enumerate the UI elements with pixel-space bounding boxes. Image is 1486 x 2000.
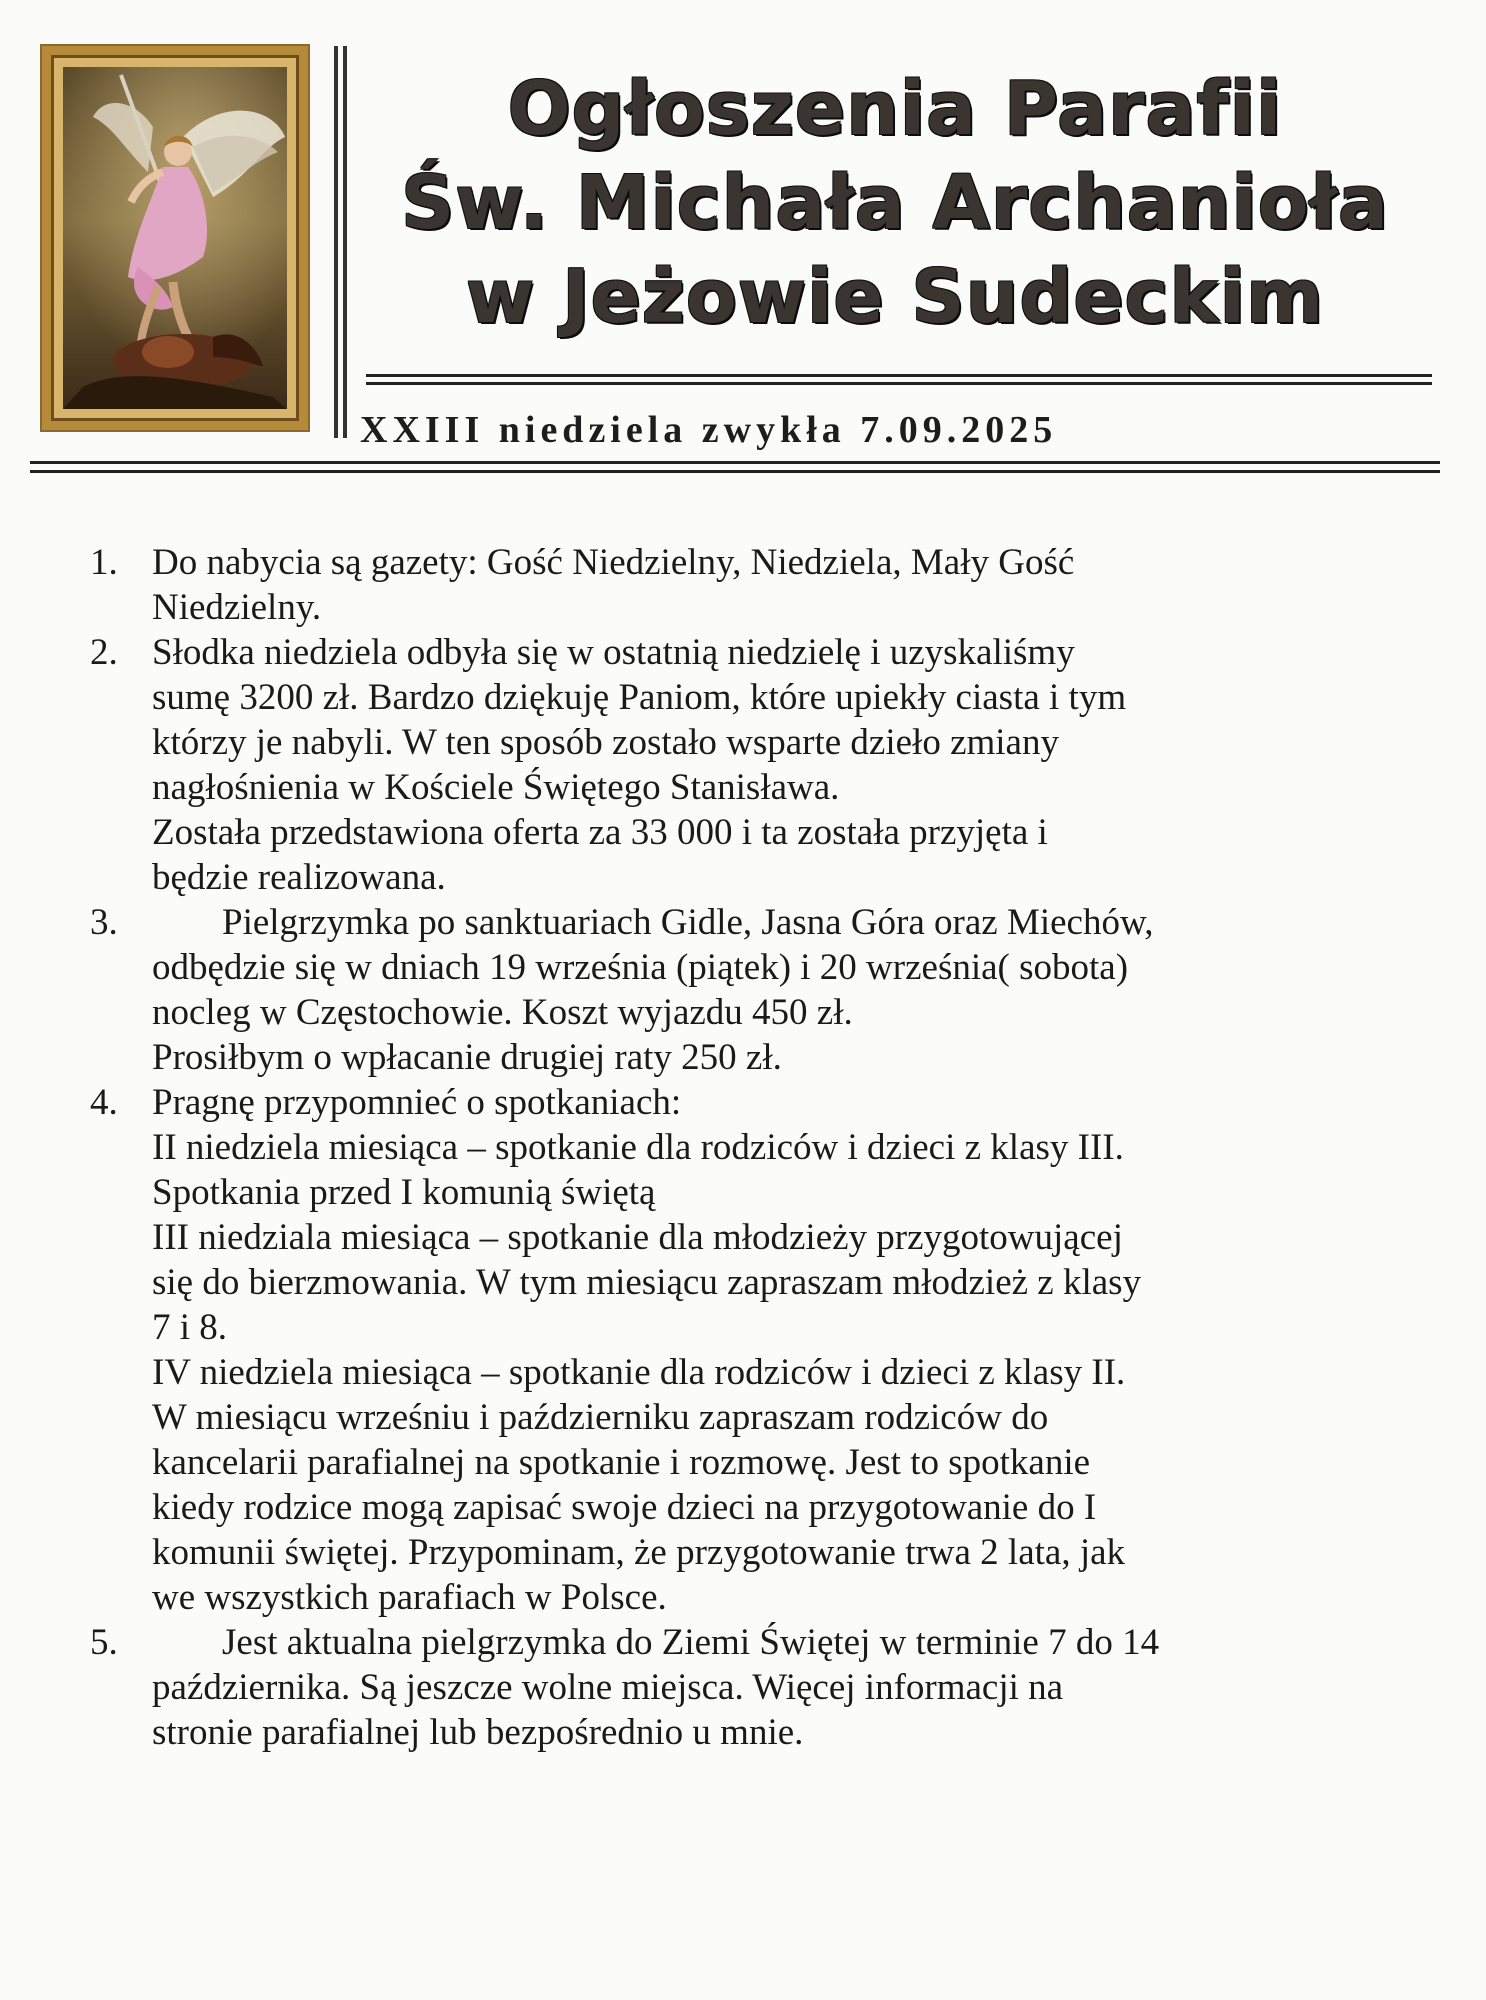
- announcement-line: Słodka niedziela odbyła się w ostatnią niedzielę i uzyskaliśmy: [152, 632, 1075, 673]
- subtitle-date: XXIII niedziela zwykła 7.09.2025: [360, 409, 1058, 451]
- announcement-line: października. Są jeszcze wolne miejsca. Więcej informacji na: [152, 1667, 1064, 1708]
- announcement-line: Spotkania przed I komunią świętą: [152, 1172, 656, 1213]
- announcement-line: nagłośnienia w Kościele Świętego Stanisława.: [152, 767, 840, 808]
- announcement-number: 1.: [90, 542, 118, 583]
- announcement-line: Pielgrzymka po sanktuariach Gidle, Jasna Góra oraz Miechów,: [222, 902, 1154, 943]
- announcement-line: stronie parafialnej lub bezpośrednio u mnie.: [152, 1712, 804, 1753]
- announcement-line: W miesiącu wrześniu i październiku zapraszam rodziców do: [152, 1397, 1049, 1438]
- announcement-number: 2.: [90, 632, 118, 673]
- announcement-line: będzie realizowana.: [152, 857, 446, 898]
- announcement-item: [86, 1620, 1426, 1755]
- announcement-line: Prosiłbym o wpłacanie drugiej raty 250 zł.: [152, 1037, 782, 1078]
- announcement-line: sumę 3200 zł. Bardzo dziękuję Paniom, które upiekły ciasta i tym: [152, 677, 1127, 718]
- announcement-line: odbędzie się w dniach 19 września (piątek) i 20 września( sobota): [152, 947, 1129, 988]
- announcement-line: którzy je nabyli. W ten sposób zostało wsparte dzieło zmiany: [152, 722, 1059, 763]
- announcement-item: [86, 540, 1426, 630]
- announcement-line: we wszystkich parafiach w Polsce.: [152, 1577, 667, 1618]
- page-title: [360, 62, 1430, 344]
- header-divider-vertical: [334, 46, 338, 438]
- announcement-line: nocleg w Częstochowie. Koszt wyjazdu 450 zł.: [152, 992, 853, 1033]
- archangel-michael-illustration: [63, 67, 287, 409]
- title-line-1: Ogłoszenia Parafii: [507, 66, 1283, 152]
- announcement-line: kancelarii parafialnej na spotkanie i rozmowę. Jest to spotkanie: [152, 1442, 1091, 1483]
- announcement-line: komunii świętej. Przypominam, że przygotowanie trwa 2 lata, jak: [152, 1532, 1126, 1573]
- announcement-line: Została przedstawiona oferta za 33 000 i ta została przyjęta i: [152, 812, 1048, 853]
- announcement-line: II niedziela miesiąca – spotkanie dla rodziców i dzieci z klasy III.: [152, 1127, 1124, 1168]
- title-rule-top: [366, 374, 1432, 377]
- announcement-line: się do bierzmowania. W tym miesiącu zapraszam młodzież z klasy: [152, 1262, 1142, 1303]
- announcement-item: [86, 900, 1426, 1080]
- title-line-3: w Jeżowie Sudeckim: [465, 254, 1325, 340]
- announcement-line: IV niedziela miesiąca – spotkanie dla rodziców i dzieci z klasy II.: [152, 1352, 1126, 1393]
- announcement-line: Niedzielny.: [152, 587, 322, 628]
- announcement-line: Do nabycia są gazety: Gość Niedzielny, Niedziela, Mały Gość: [152, 542, 1075, 583]
- header-rule-top: [30, 461, 1440, 464]
- announcement-line: III niedziala miesiąca – spotkanie dla młodzieży przygotowującej: [152, 1217, 1123, 1258]
- title-rule-bottom: [366, 382, 1432, 385]
- announcement-line: 7 i 8.: [152, 1307, 228, 1348]
- announcement-number: 4.: [90, 1082, 118, 1123]
- announcement-line: Jest aktualna pielgrzymka do Ziemi Świętej w terminie 7 do 14: [222, 1622, 1160, 1663]
- archangel-michael-image: [42, 46, 308, 430]
- announcement-item: [86, 630, 1426, 900]
- announcements-list: [86, 540, 1426, 1755]
- announcement-item: [86, 1080, 1426, 1620]
- announcement-line: Pragnę przypomnieć o spotkaniach:: [152, 1082, 682, 1123]
- announcement-number: 3.: [90, 902, 118, 943]
- header-divider-vertical-2: [343, 46, 347, 438]
- announcement-number: 5.: [90, 1622, 118, 1663]
- header-rule-bottom: [30, 470, 1440, 473]
- announcement-line: kiedy rodzice mogą zapisać swoje dzieci na przygotowanie do I: [152, 1487, 1097, 1528]
- title-line-2: Św. Michała Archanioła: [401, 160, 1389, 246]
